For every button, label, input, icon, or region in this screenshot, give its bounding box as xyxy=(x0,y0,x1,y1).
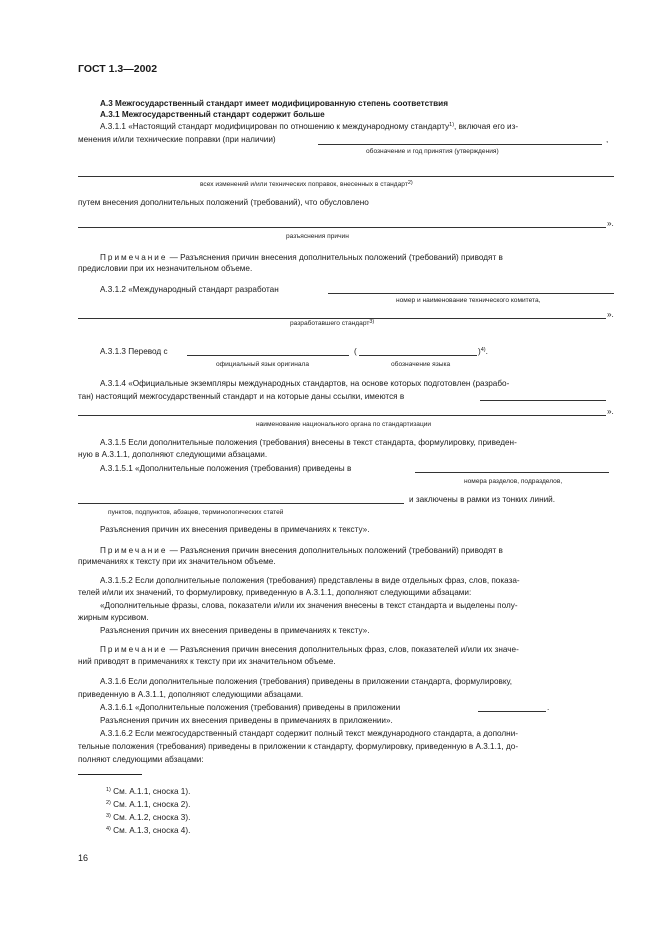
clause-a3112-line1: А.3.1.2 «Международный стандарт разработан xyxy=(100,285,279,294)
closing-quote: ». xyxy=(607,310,614,319)
fill-blank xyxy=(78,227,606,228)
caption-national-body: наименование национального органа по стандартизации xyxy=(256,421,432,428)
clause-a31151-line1: А.3.1.5.1 «Дополнительные положения (требования) приведены в xyxy=(100,464,352,473)
note-1-line1: Примечание — Разъяснения причин внесения дополнительных положений (требований) приводят в xyxy=(100,253,503,262)
clause-a3113-line1: А.3.1.3 Перевод с xyxy=(100,347,168,356)
clause-a3114-line1: А.3.1.4 «Официальные экземпляры международных стандартов, на основе которых подготовлен (разрабо- xyxy=(100,379,510,388)
fill-blank xyxy=(78,318,606,319)
clause-a3115-line2: ную в А.3.1.1, дополняют следующими абзацами. xyxy=(78,450,268,459)
clause-a31151-line3: Разъяснения причин их внесения приведены в примечаниях к тексту». xyxy=(100,525,370,534)
footnote-ref: 1) xyxy=(449,122,455,128)
note-2-line1: Примечание — Разъяснения причин внесения дополнительных положений (требований) приводят в xyxy=(100,546,503,555)
footnote-2: $^{2)}$ См. А.1.1, сноска 2). xyxy=(106,800,191,809)
clause-a31162-line1: А.3.1.6.2 Если межгосударственный стандарт содержит полный текст международного стандарта, а дополни- xyxy=(100,729,518,738)
page-number: 16 xyxy=(78,853,89,863)
caption-original-language: официальный язык оригинала xyxy=(216,361,310,368)
note-1-line2: предисловии при их незначительном объеме. xyxy=(78,264,253,273)
paren-close: )$^{4)}$. xyxy=(478,347,488,356)
clause-a31162-line2: тельные положения (требования) приведены в приложении к стандарту, формулировку, приведенную в А.3.1.1, до- xyxy=(78,742,519,751)
clause-a3114-line2: тан) настоящий межгосударственный стандарт и на которые даны ссылки, имеются в xyxy=(78,392,405,401)
caption-developer: разработавшего стандарт$^{3)}$ xyxy=(290,319,375,327)
clause-a3116-line2: приведенную в А.3.1.1, дополняют следующими абзацами. xyxy=(78,690,304,699)
footnote-3: $^{3)}$ См. А.1.2, сноска 3). xyxy=(106,813,191,822)
clause-a31151-line2: и заключены в рамки из тонких линий. xyxy=(409,495,556,504)
paren-open: ( xyxy=(354,347,357,356)
section-a3-heading: А.3 Межгосударственный стандарт имеет модифицированную степень соответствия xyxy=(100,99,448,108)
clause-a31152-line3: «Дополнительные фразы, слова, показатели и/или их значения внесены в текст стандарта и выделены полу- xyxy=(100,601,518,610)
caption-sections: номера разделов, подразделов, xyxy=(464,478,563,485)
comma: , xyxy=(606,135,609,144)
clause-a3111-line2: менения и/или технические поправки (при наличии) xyxy=(78,135,276,144)
fill-blank xyxy=(78,503,404,504)
note-3-line2: ний приводят в примечаниях к тексту при их значительном объеме. xyxy=(78,657,336,666)
clause-a3111-line3: путем внесения дополнительных положений (требований), что обусловлено xyxy=(78,198,369,207)
fill-blank xyxy=(415,472,609,473)
clause-a31152-line4: жирным курсивом. xyxy=(78,613,149,622)
clause-a31152-line2: телей и/или их значений, то формулировку, приведенную в А.3.1.1, дополняют следующими абзацами: xyxy=(78,588,472,597)
caption-committee: номер и наименование технического комитета, xyxy=(396,297,541,304)
fill-blank xyxy=(78,415,606,416)
clause-a31161-line1: А.3.1.6.1 «Дополнительные положения (требования) приведены в приложении xyxy=(100,703,401,712)
clause-a31152-line1: А.3.1.5.2 Если дополнительные положения (требования) представлены в виде отдельных фраз, слов, показа- xyxy=(100,576,520,585)
clause-a31152-line5: Разъяснения причин их внесения приведены в примечаниях к тексту». xyxy=(100,626,370,635)
footnote-1: $^{1)}$ См. А.1.1, сноска 1). xyxy=(106,787,191,796)
clause-a31161-line2: Разъяснения причин их внесения приведены в примечаниях в приложении». xyxy=(100,716,393,725)
fill-blank xyxy=(187,355,349,356)
fill-blank xyxy=(328,293,614,294)
clause-a3111-line1: А.3.1.1 «Настоящий стандарт модифицирован по отношению к международному стандарту$^{1)}$, включая его из- xyxy=(100,122,519,131)
clause-a31162-line3: полняют следующими абзацами: xyxy=(78,755,204,764)
fill-blank xyxy=(480,400,606,401)
caption-designation-year: обозначение и год принятия (утверждения) xyxy=(366,148,499,155)
document-header: ГОСТ 1.3—2002 xyxy=(78,63,158,75)
caption-language-code: обозначение языка xyxy=(391,361,451,368)
fill-blank xyxy=(318,144,602,145)
caption-items: пунктов, подпунктов, абзацев, терминологических статей xyxy=(108,509,284,516)
closing-quote: ». xyxy=(607,407,614,416)
fill-blank xyxy=(359,355,477,356)
closing-quote: ». xyxy=(607,219,614,228)
footnote-4: $^{4)}$ См. А.1.3, сноска 4). xyxy=(106,826,191,835)
caption-amendments: всех изменений и/или технических поправок, внесенных в стандарт$^{2)}$ xyxy=(200,180,413,188)
note-2-line2: примечаниях к тексту при их значительном объеме. xyxy=(78,557,276,566)
period: . xyxy=(547,703,550,712)
note-3-line1: Примечание — Разъяснения причин внесения дополнительных фраз, слов, показателей и/или их значе- xyxy=(100,645,519,654)
fill-blank xyxy=(478,711,546,712)
clause-a3115-line1: А.3.1.5 Если дополнительные положения (требования) внесены в текст стандарта, формулировку, приведен- xyxy=(100,438,517,447)
fill-blank xyxy=(78,176,614,177)
clause-a3116-line1: А.3.1.6 Если дополнительные положения (требования) приведены в приложении стандарта, формулировку, xyxy=(100,677,513,686)
footnote-separator xyxy=(78,774,142,775)
section-a31-heading: А.3.1 Межгосударственный стандарт содержит больше xyxy=(100,110,325,119)
caption-reasons: разъяснения причин xyxy=(286,233,349,240)
